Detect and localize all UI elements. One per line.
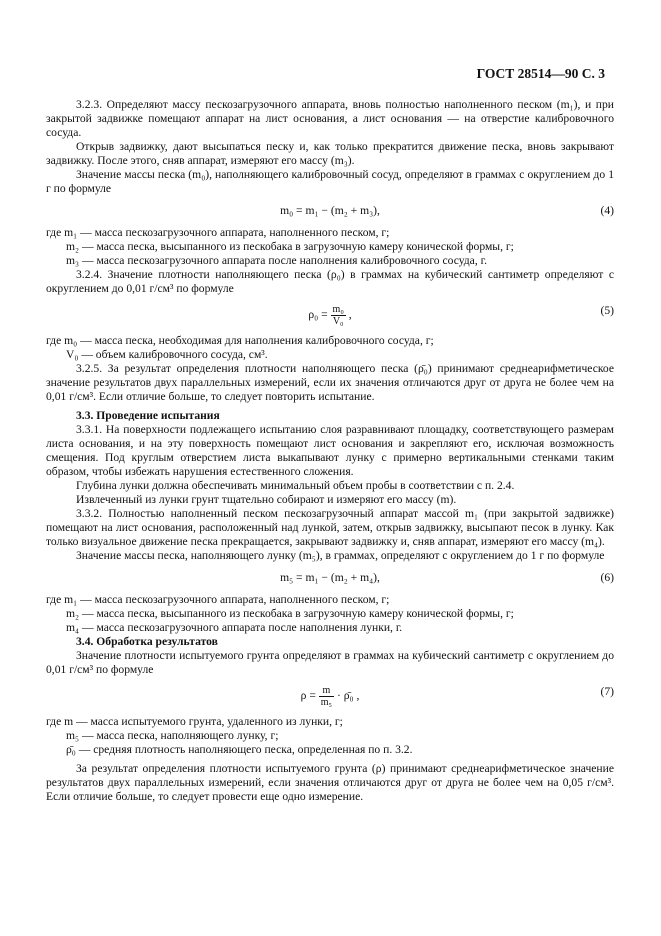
where-5-line-1: где m₀ — масса песка, необходимая для наполнения калибровочного сосуда, г; (46, 334, 434, 347)
paragraph-3-4-b: За результат определения плотности испытуемого грунта (ρ) принимают среднеарифметическое значение результатов двух параллельных измерений, если значения отличаются друг от друга не более чем на 0,05 г/см³. Если отличие больше, то следует провести еще одно измерение. (46, 762, 614, 803)
equation-4-number: (4) (600, 204, 614, 217)
paragraph-3-2-4: 3.2.4. Значение плотности наполняющего песка (ρ₀) в граммах на кубический сантиметр определяют с округлением до 0,01 г/см³ по формуле (46, 268, 614, 295)
equation-5-fraction (331, 304, 346, 327)
equation-6 (46, 563, 614, 593)
where-6-line-2: m₂ — масса песка, высыпанного из пескобака в загрузочную камеру конической формы, г; (66, 607, 514, 620)
equation-4-formula: m₀ = m₁ − (m₂ + m₃), (280, 204, 380, 217)
paragraph-3-3-2-b: Значение массы песка, наполняющего лунку (m₅), в граммах, определяют с округлением до 1 г по формуле (76, 549, 605, 562)
where-4-line-1: где m₁ — масса пескозагрузочного аппарата, наполненного песком, г; (46, 226, 390, 239)
document-body (46, 98, 614, 804)
equation-4 (46, 196, 614, 226)
equation-7-tail: · ρ̄₀ , (336, 689, 360, 703)
where-list-4 (46, 226, 614, 268)
equation-5-numerator: m₀ (332, 304, 344, 315)
equation-6-formula: m₅ = m₁ − (m₂ + m₄), (280, 571, 380, 584)
where-5-line-2: V₀ — объем калибровочного сосуда, см³. (66, 348, 268, 361)
where-4-line-2: m₂ — масса песка, высыпанного из пескобака в загрузочную камеру конической формы, г; (66, 240, 514, 253)
where-7-line-1: где m — масса испытуемого грунта, удаленного из лунки, г; (46, 715, 343, 728)
equation-6-number: (6) (600, 571, 614, 584)
where-6-line-1: где m₁ — масса пескозагрузочного аппарата, наполненного песком, г; (46, 593, 390, 606)
page-header: ГОСТ 28514—90 С. 3 (476, 66, 605, 81)
where-4-line-3: m₃ — масса пескозагрузочного аппарата после наполнения калибровочного сосуда, г. (66, 254, 487, 267)
equation-5-tail: , (348, 308, 352, 322)
paragraph-3-4: Значение плотности испытуемого грунта определяют в граммах на кубический сантиметр с округлением до 0,01 г/см³ по формуле (46, 649, 614, 676)
section-3-4-heading: 3.4. Обработка результатов (76, 635, 218, 648)
equation-5-lhs: ρ₀ = (308, 308, 328, 322)
where-7-line-2: m₅ — масса песка, наполняющего лунку, г; (66, 729, 279, 742)
equation-7-lhs: ρ = (300, 689, 316, 703)
paragraph-3-2-5: 3.2.5. За результат определения плотности наполняющего песка (ρ̄₀) принимают среднеарифметическое значение результатов двух параллельных измерений, если их значения отличаются друг от друга не более чем на 0,01 г/см³. Если отличие больше, то следует повторить испытание. (46, 362, 614, 403)
where-list-5 (46, 334, 614, 362)
where-list-7 (46, 715, 614, 757)
paragraph-3-2-3-b: Открыв задвижку, дают высыпаться песку и, как только прекратится движение песка, вновь закрывают задвижку. После этого, сняв аппарат, измеряют его массу (m₃). (46, 140, 614, 167)
paragraph-3-3-2: 3.3.2. Полностью наполненный песком пескозагрузочный аппарат массой m₁ (при закрытой задвижке) помещают на лист основания, расположенный над лункой, затем, открыв задвижку, высыпают песок в лунку. Как только визуальное движение песка прекращается, закрывают задвижку и, сняв аппарат, измеряют его массу (m₄). (46, 507, 614, 548)
where-7-line-3: ρ̄₀ — средняя плотность наполняющего песка, определенная по п. 3.2. (66, 743, 413, 756)
where-6-line-3: m₄ — масса пескозагрузочного аппарата после наполнения лунки, г. (66, 621, 403, 634)
equation-7-numerator: m (319, 685, 334, 697)
equation-7-denominator: m₅ (320, 697, 333, 708)
equation-5-denominator: V₀ (332, 316, 344, 327)
paragraph-3-3-1-c: Извлеченный из лунки грунт тщательно собирают и измеряют его массу (m). (76, 493, 457, 506)
section-3-3-heading: 3.3. Проведение испытания (76, 409, 220, 422)
equation-7-number: (7) (600, 685, 614, 698)
paragraph-3-3-1: 3.3.1. На поверхности подлежащего испытанию слоя разравнивают площадку, соответствующего размерам листа основания, и на эту поверхность помещают лист основания и закрепляют его, исключая возможность смещения. Под круглым отверстием листа выкапывают лунку с примерно вертикальными стенками таким образом, чтобы избежать нарушения естественного сложения. (46, 423, 614, 478)
paragraph-3-2-3-c: Значение массы песка (m₀), наполняющего калибровочный сосуд, определяют в граммах с округлением до 1 г по формуле (46, 168, 614, 195)
equation-5 (46, 296, 614, 334)
equation-5-number: (5) (600, 304, 614, 317)
equation-7-fraction (319, 685, 334, 708)
where-list-6 (46, 593, 614, 635)
equation-7-formula (46, 685, 614, 708)
paragraph-3-3-1-b: Глубина лунки должна обеспечивать минимальный объем пробы в соответствии с п. 2.4. (76, 479, 515, 492)
paragraph-3-2-3: 3.2.3. Определяют массу пескозагрузочного аппарата, вновь полностью наполненного песком (m₁), и при закрытой задвижке помещают аппарат на лист основания, а лист основания — на отверстие калибровочного сосуда. (46, 98, 614, 139)
equation-7 (46, 677, 614, 715)
equation-5-formula (46, 304, 614, 327)
